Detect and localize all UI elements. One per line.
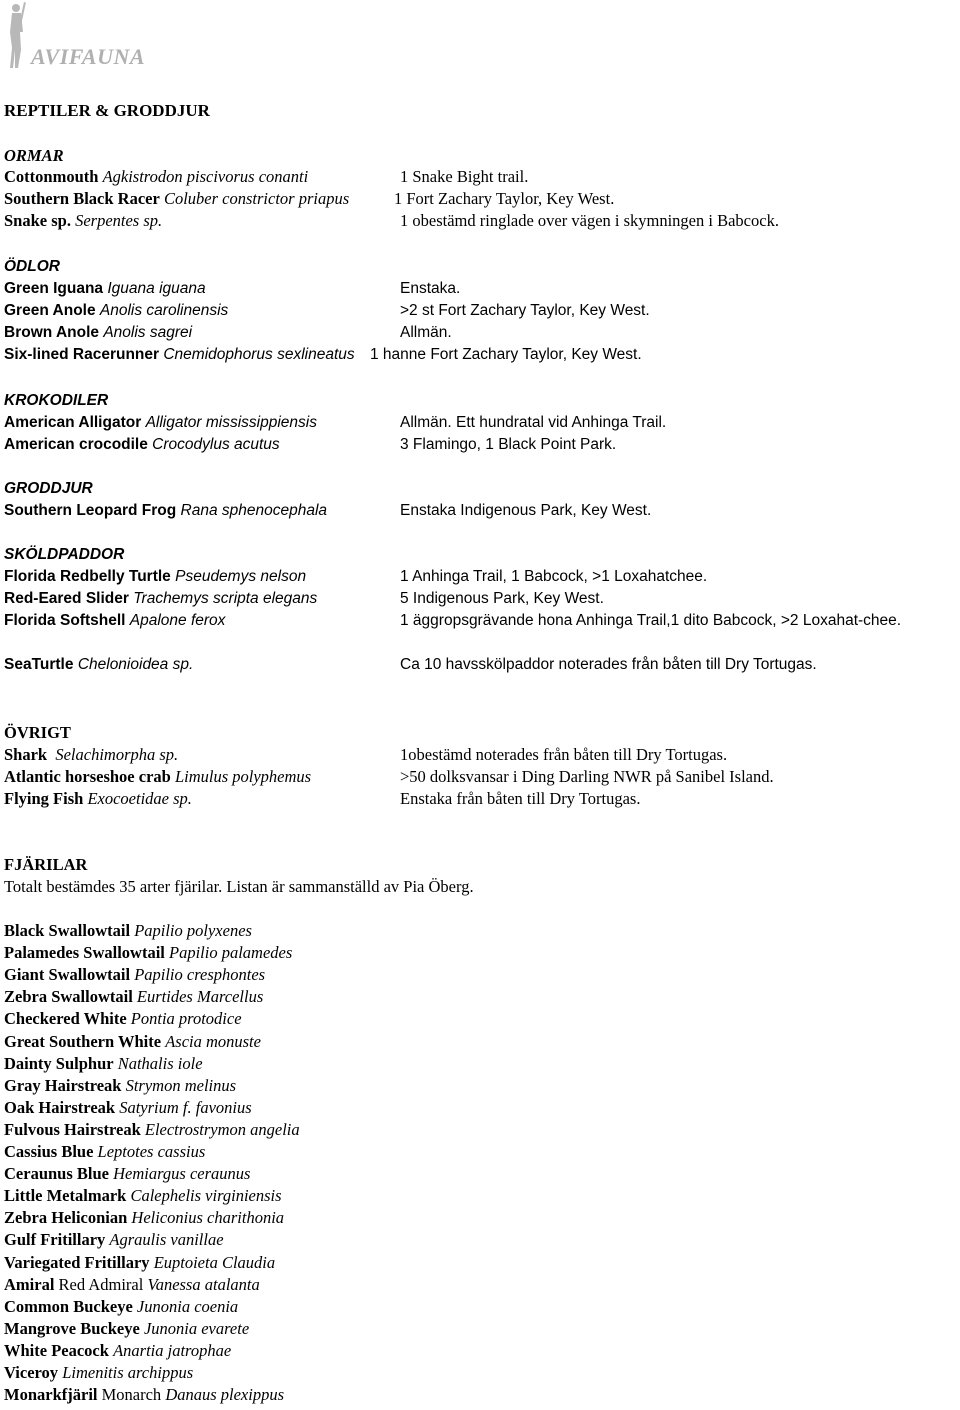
list-item: Snake sp. Serpentes sp.: [4, 211, 163, 230]
scientific-name: Calephelis virginiensis: [130, 1186, 282, 1206]
list-item: [4, 921, 252, 941]
list-item: [4, 1230, 224, 1250]
list-item: [4, 1098, 252, 1118]
species-note: Enstaka Indigenous Park, Key West.: [400, 502, 652, 519]
common-name: Viceroy: [4, 1363, 59, 1382]
list-item: [4, 965, 265, 985]
common-name: White Peacock: [4, 1340, 109, 1360]
common-name: Palamedes Swallowtail: [4, 943, 165, 963]
list-item: Red-Eared Slider Trachemys scripta elegans: [4, 590, 318, 607]
page-title: REPTILER & GRODDJUR: [4, 101, 210, 120]
common-name: Common Buckeye: [4, 1296, 133, 1316]
scientific-name: Nathalis iole: [117, 1053, 203, 1073]
common-name: Gray Hairstreak: [4, 1075, 122, 1095]
list-item: [4, 943, 292, 963]
scientific-name: Vanessa atalanta: [147, 1274, 260, 1294]
section-heading-groddjur: GRODDJUR: [4, 480, 93, 497]
common-name: Giant Swallowtail: [4, 965, 131, 985]
common-name: Fulvous Hairstreak: [4, 1119, 141, 1139]
list-item: Southern Black Racer Coluber constrictor priapus: [4, 189, 350, 208]
scientific-name: Papilio polyxenes: [134, 921, 252, 940]
scientific-name: Hemiargus ceraunus: [113, 1164, 251, 1184]
list-item: [4, 1186, 282, 1206]
common-name: Ceraunus Blue: [4, 1164, 109, 1184]
list-item: [4, 1032, 261, 1052]
species-note: Allmän. Ett hundratal vid Anhinga Trail.: [400, 414, 667, 431]
species-note: Enstaka från båten till Dry Tortugas.: [400, 789, 641, 808]
scientific-name: Strymon melinus: [125, 1075, 237, 1095]
section-heading-ormar: ORMAR: [4, 146, 64, 165]
common-name: Little Metalmark: [4, 1186, 127, 1206]
common-name: Checkered White: [4, 1009, 127, 1029]
list-item: Six-lined Racerunner Cnemidophorus sexlineatus: [4, 346, 355, 363]
scientific-name: Eurtides Marcellus: [136, 987, 264, 1007]
species-note: 5 Indigenous Park, Key West.: [400, 590, 604, 607]
species-note: 1 Anhinga Trail, 1 Babcock, >1 Loxahatchee.: [400, 568, 708, 585]
scientific-name: Agraulis vanillae: [109, 1230, 224, 1250]
section-heading-skoldpaddor: SKÖLDPADDOR: [4, 546, 125, 563]
common-name: Variegated Fritillary: [4, 1252, 150, 1272]
species-note: 1obestämd noterades från båten till Dry Tortugas.: [400, 745, 728, 764]
species-note: >2 st Fort Zachary Taylor, Key West.: [400, 302, 650, 319]
scientific-name: Junonia evarete: [143, 1318, 250, 1338]
species-note: >50 dolksvansar i Ding Darling NWR på Sanibel Island.: [400, 767, 774, 786]
scientific-name: Ascia monuste: [165, 1031, 261, 1051]
common-name: Mangrove Buckeye: [4, 1318, 140, 1338]
scientific-name: Limenitis archippus: [62, 1363, 194, 1382]
list-item: [4, 1275, 260, 1295]
list-item: Green Anole Anolis carolinensis: [4, 302, 229, 319]
list-item: [4, 1120, 300, 1140]
species-note: 1 obestämd ringlade over vägen i skymningen i Babcock.: [400, 211, 779, 230]
list-item: [4, 1142, 205, 1162]
list-item: [4, 1319, 249, 1339]
scientific-name: Heliconius charithonia: [131, 1208, 285, 1228]
scientific-name: Satyrium f. favonius: [119, 1097, 252, 1117]
list-item: Cottonmouth Agkistrodon piscivorus conanti: [4, 167, 309, 186]
common-name: Cassius Blue: [4, 1142, 94, 1161]
common-name: Oak Hairstreak: [4, 1097, 116, 1117]
scientific-name: Electrostrymon angelia: [144, 1119, 300, 1139]
species-note: Allmän.: [400, 324, 452, 341]
scientific-name: Danaus plexippus: [165, 1385, 285, 1405]
list-item: Shark Selachimorpha sp.: [4, 745, 179, 764]
section-heading-ovrigt: ÖVRIGT: [4, 723, 71, 742]
common-name: Amiral: [4, 1274, 55, 1294]
list-item: [4, 1076, 236, 1096]
species-note: 1 äggropsgrävande hona Anhinga Trail,1 dito Babcock, >2 Loxahat-chee.: [400, 612, 902, 629]
list-item: [4, 1253, 275, 1273]
scientific-name: Leptotes cassius: [97, 1142, 206, 1161]
scientific-name: Euptoieta Claudia: [153, 1252, 276, 1272]
list-item: [4, 1208, 284, 1228]
scientific-name: Papilio palamedes: [169, 943, 293, 963]
scientific-name: Papilio cresphontes: [134, 965, 266, 985]
scientific-name: Junonia coenia: [136, 1296, 239, 1316]
list-item: [4, 987, 263, 1007]
scientific-name: Anartia jatrophae: [113, 1340, 232, 1360]
list-item: Flying Fish Exocoetidae sp.: [4, 789, 192, 808]
list-item: [4, 1297, 238, 1317]
common-name: Great Southern White: [4, 1031, 162, 1051]
list-item: [4, 1164, 250, 1184]
list-item: [4, 1009, 242, 1029]
common-name: Black Swallowtail: [4, 921, 131, 940]
hunter-figure-icon: [4, 2, 30, 70]
list-item: Green Iguana Iguana iguana: [4, 280, 206, 297]
section-heading-odlor: ÖDLOR: [4, 258, 60, 275]
list-item: Brown Anole Anolis sagrei: [4, 324, 193, 341]
common-name: Zebra Heliconian: [4, 1208, 128, 1228]
species-note: 1 Fort Zachary Taylor, Key West.: [394, 189, 615, 208]
scientific-name: Pontia protodice: [130, 1009, 242, 1029]
list-item: [4, 1363, 193, 1383]
common-name: Gulf Fritillary: [4, 1230, 106, 1250]
avifauna-logo: [4, 2, 164, 72]
species-note: 3 Flamingo, 1 Black Point Park.: [400, 436, 617, 453]
section-intro: Totalt bestämdes 35 arter fjärilar. Listan är sammanställd av Pia Öberg.: [4, 877, 474, 896]
species-note: 1 Snake Bight trail.: [400, 167, 529, 186]
common-name: Zebra Swallowtail: [4, 987, 133, 1007]
common-name: Monarkfjäril: [4, 1385, 98, 1405]
alt-name: Monarch: [101, 1385, 162, 1405]
list-item: SeaTurtle Chelonioidea sp.: [4, 656, 194, 673]
list-item: [4, 1341, 231, 1361]
species-note: 1 hanne Fort Zachary Taylor, Key West.: [370, 346, 642, 363]
species-note: Ca 10 havsskölpaddor noterades från båten till Dry Tortugas.: [400, 656, 817, 673]
list-item: American Alligator Alligator mississippiensis: [4, 414, 317, 431]
logo-wordmark: AVIFAUNA: [31, 44, 146, 69]
common-name: Dainty Sulphur: [4, 1053, 114, 1073]
list-item: [4, 1385, 284, 1405]
list-item: [4, 1054, 203, 1074]
list-item: Southern Leopard Frog Rana sphenocephala: [4, 502, 328, 519]
list-item: Atlantic horseshoe crab Limulus polyphemus: [4, 767, 312, 786]
list-item: American crocodile Crocodylus acutus: [4, 436, 280, 453]
section-heading-krokodiler: KROKODILER: [4, 392, 109, 409]
list-item: Florida Softshell Apalone ferox: [4, 612, 226, 629]
alt-name: Red Admiral: [58, 1274, 144, 1294]
species-note: Enstaka.: [400, 280, 461, 297]
section-heading-fjarilar: FJÄRILAR: [4, 855, 88, 874]
list-item: Florida Redbelly Turtle Pseudemys nelson: [4, 568, 307, 585]
